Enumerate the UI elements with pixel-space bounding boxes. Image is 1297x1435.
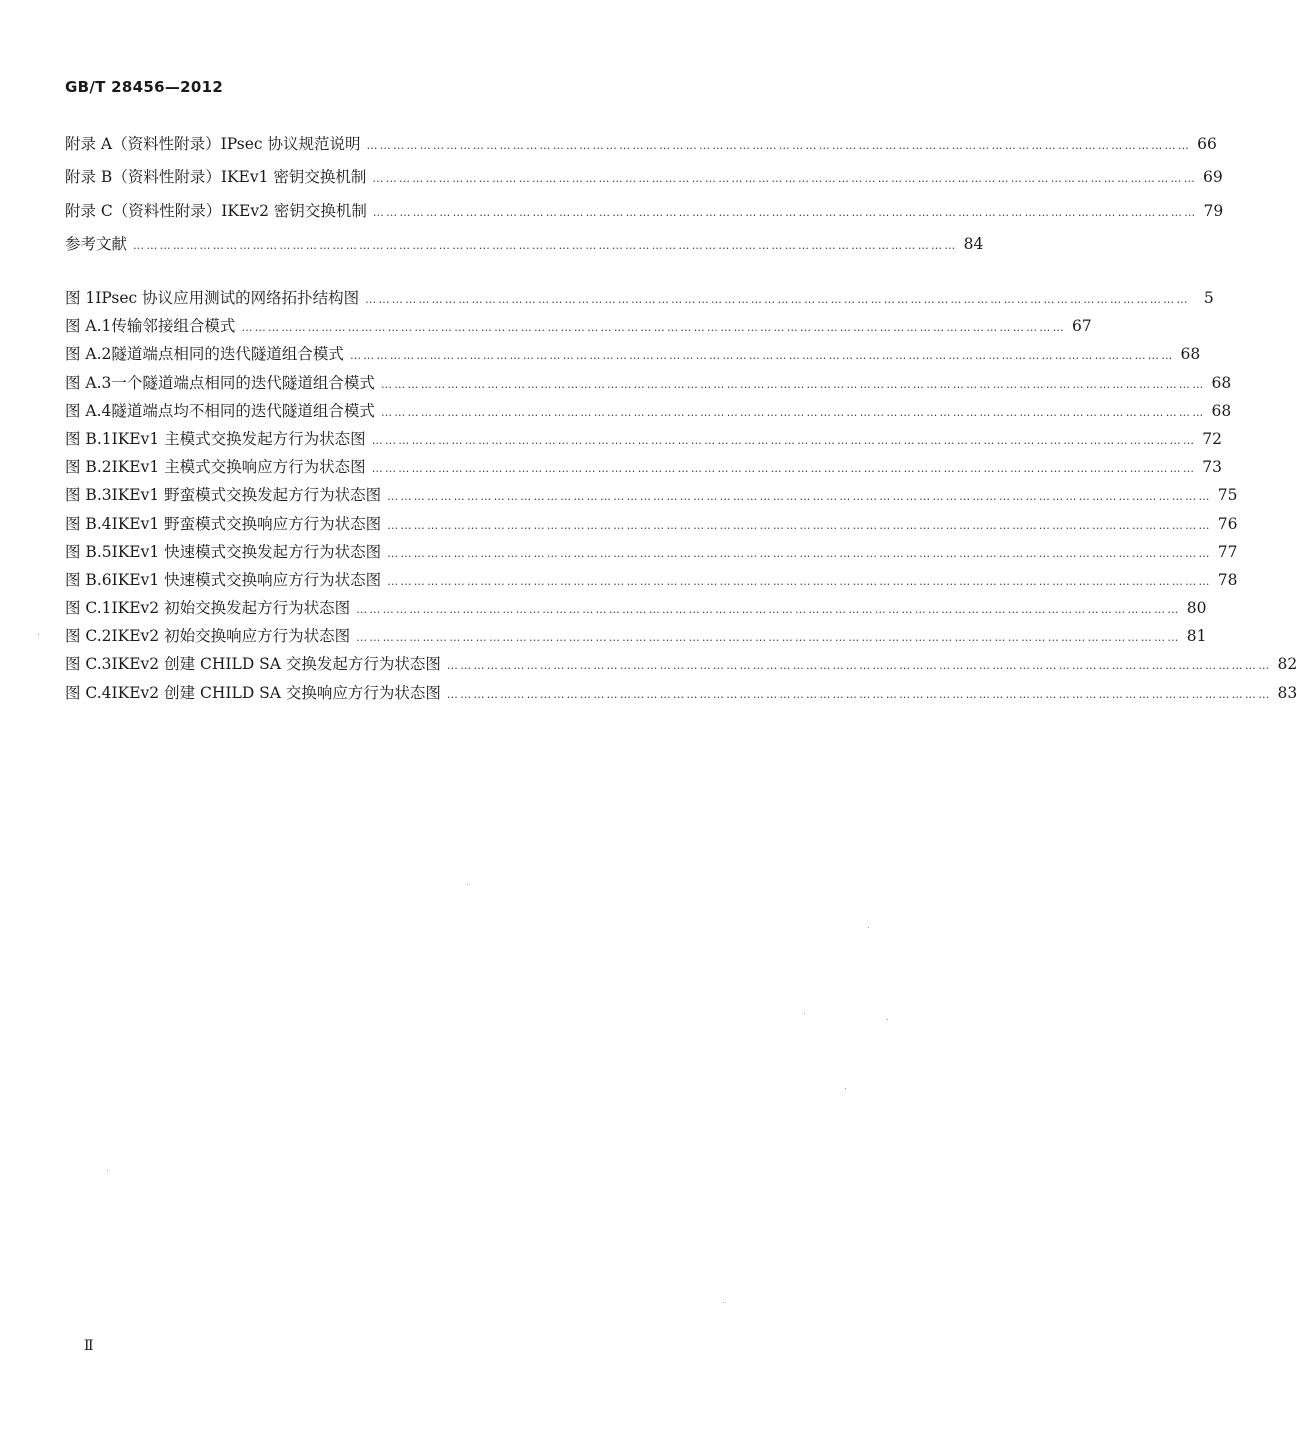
figure-entry[interactable] [65, 312, 1092, 340]
figure-entry[interactable] [65, 650, 1297, 678]
scan-speck [467, 884, 468, 885]
dot-leader: …………………………………………………………………………………………………………………………………………………………………… [371, 462, 1197, 476]
scan-speck [868, 927, 869, 928]
figure-number: 图 B.2 [65, 458, 112, 477]
scan-speck [38, 634, 39, 635]
dot-leader: …………………………………………………………………………………………………………………………………………………………………… [365, 293, 1190, 306]
figure-entry[interactable] [65, 679, 1297, 707]
figure-title: 传输邻接组合模式 [111, 317, 236, 336]
figure-title: IKEv1 快速模式交换响应方行为状态图 [111, 570, 382, 589]
figure-title: IKEv2 初始交换响应方行为状态图 [111, 627, 351, 646]
figure-entry[interactable] [65, 284, 1214, 312]
figure-number: 图 C.1 [65, 599, 112, 618]
figure-title: IKEv1 野蛮模式交换响应方行为状态图 [111, 514, 382, 533]
entry-page: 66 [1197, 135, 1217, 153]
dot-leader: …………………………………………………………………………………………………………………………………………………………………… [446, 687, 1272, 701]
figure-page: 68 [1211, 373, 1232, 392]
figure-title: IKEv1 快速模式交换发起方行为状态图 [111, 542, 382, 561]
toc-entry[interactable] [65, 228, 984, 261]
scan-speck [804, 1013, 805, 1014]
dot-leader: …………………………………………………………………………………………………………………………………………………………………… [380, 405, 1206, 419]
figure-title: 一个隧道端点相同的迭代隧道组合模式 [111, 373, 375, 392]
figure-page: 82 [1277, 655, 1297, 674]
dot-leader: …………………………………………………………………………………………………………………………………………………………………… [387, 490, 1212, 504]
entry-label: 附录 A（资料性附录） [65, 135, 221, 153]
scan-speck [845, 1088, 846, 1089]
figure-number: 图 A.3 [65, 373, 112, 392]
figure-page: 77 [1217, 542, 1238, 561]
figure-entry[interactable] [65, 566, 1238, 594]
entry-label: 附录 C（资料性附录） [65, 201, 222, 220]
toc-entry[interactable] [65, 128, 1217, 161]
dot-leader: …………………………………………………………………………………………………………………………………………………………………… [371, 433, 1197, 447]
entry-page: 69 [1203, 168, 1223, 187]
figure-title: IKEv2 创建 CHILD SA 交换响应方行为状态图 [111, 683, 441, 702]
entry-page: 84 [963, 234, 984, 253]
figure-number: 图 C.3 [65, 655, 112, 674]
figure-page: 72 [1202, 429, 1223, 448]
figure-page: 75 [1217, 486, 1238, 505]
figure-title: IPsec 协议应用测试的网络拓扑结构图 [95, 289, 360, 307]
figure-page: 76 [1217, 514, 1238, 533]
figure-number: 图 1 [65, 289, 96, 307]
figure-number: 图 C.4 [65, 683, 112, 702]
entry-label: 附录 B（资料性附录） [65, 168, 221, 187]
figure-title: 隧道端点相同的迭代隧道组合模式 [111, 345, 344, 364]
figure-number: 图 C.2 [65, 627, 112, 646]
figure-entry[interactable] [65, 481, 1238, 509]
figure-entry[interactable] [65, 397, 1232, 425]
figure-entry[interactable] [65, 510, 1238, 538]
figure-toc [65, 284, 1297, 707]
entry-title: IPsec 协议规范说明 [220, 135, 361, 153]
toc-entry[interactable] [65, 161, 1223, 194]
figure-number: 图 A.2 [65, 345, 112, 364]
figure-page: 78 [1217, 570, 1238, 589]
figure-entry[interactable] [65, 425, 1223, 453]
entry-title: 参考文献 [65, 234, 128, 253]
dot-leader: …………………………………………………………………………………………………………………………………………………………………… [387, 546, 1212, 560]
dot-leader: …………………………………………………………………………………………………………………………………………………………………… [349, 349, 1175, 363]
figure-title: IKEv1 主模式交换发起方行为状态图 [111, 429, 366, 448]
figure-page: 67 [1072, 317, 1092, 336]
entry-page: 79 [1203, 201, 1224, 220]
page-number-footer: Ⅱ [84, 1338, 94, 1354]
figure-number: 图 B.6 [65, 570, 112, 589]
figure-page: 73 [1202, 458, 1223, 477]
figure-page: 68 [1211, 401, 1232, 420]
entry-title: IKEv1 密钥交换机制 [220, 168, 367, 187]
dot-leader: …………………………………………………………………………………………………………………………………………………………………… [133, 238, 958, 252]
figure-entry[interactable] [65, 538, 1238, 566]
figure-title: IKEv1 主模式交换响应方行为状态图 [111, 458, 366, 477]
dot-leader: …………………………………………………………………………………………………………………………………………………………………… [372, 205, 1198, 219]
standard-code-header: GB/T 28456—2012 [65, 78, 224, 96]
figure-number: 图 A.4 [65, 401, 112, 420]
figure-entry[interactable] [65, 453, 1223, 481]
figure-title: IKEv2 创建 CHILD SA 交换发起方行为状态图 [111, 655, 441, 674]
figure-number: 图 B.5 [65, 542, 112, 561]
figure-page: 81 [1186, 627, 1207, 646]
annex-toc [65, 128, 1224, 261]
figure-title: 隧道端点均不相同的迭代隧道组合模式 [111, 401, 375, 420]
figure-entry[interactable] [65, 369, 1232, 397]
toc-entry[interactable] [65, 195, 1224, 228]
figure-number: 图 B.3 [65, 486, 112, 505]
dot-leader: …………………………………………………………………………………………………………………………………………………………………… [356, 603, 1181, 617]
dot-leader: …………………………………………………………………………………………………………………………………………………………………… [387, 574, 1212, 588]
figure-entry[interactable] [65, 622, 1207, 650]
dot-leader: …………………………………………………………………………………………………………………………………………………………………… [372, 172, 1198, 186]
figure-page: 68 [1180, 345, 1201, 364]
figure-page: 83 [1277, 683, 1297, 702]
scan-speck [887, 1019, 888, 1020]
figure-entry[interactable] [65, 340, 1201, 368]
figure-page: 80 [1186, 599, 1207, 618]
dot-leader: …………………………………………………………………………………………………………………………………………………………………… [387, 518, 1212, 532]
entry-title: IKEv2 密钥交换机制 [221, 201, 367, 220]
figure-entry[interactable] [65, 594, 1207, 622]
dot-leader: …………………………………………………………………………………………………………………………………………………………………… [446, 659, 1272, 673]
figure-title: IKEv1 野蛮模式交换发起方行为状态图 [111, 486, 382, 505]
figure-number: 图 A.1 [65, 317, 112, 336]
figure-number: 图 B.1 [65, 429, 112, 448]
figure-title: IKEv2 初始交换发起方行为状态图 [111, 599, 351, 618]
scan-speck [107, 1170, 108, 1171]
figure-page: 5 [1203, 289, 1214, 307]
scan-speck [723, 1302, 724, 1303]
dot-leader: …………………………………………………………………………………………………………………………………………………………………… [380, 377, 1206, 391]
dot-leader: …………………………………………………………………………………………………………………………………………………………………… [366, 139, 1192, 152]
dot-leader: …………………………………………………………………………………………………………………………………………………………………… [356, 631, 1181, 645]
dot-leader: …………………………………………………………………………………………………………………………………………………………………… [241, 321, 1067, 335]
figure-number: 图 B.4 [65, 514, 112, 533]
